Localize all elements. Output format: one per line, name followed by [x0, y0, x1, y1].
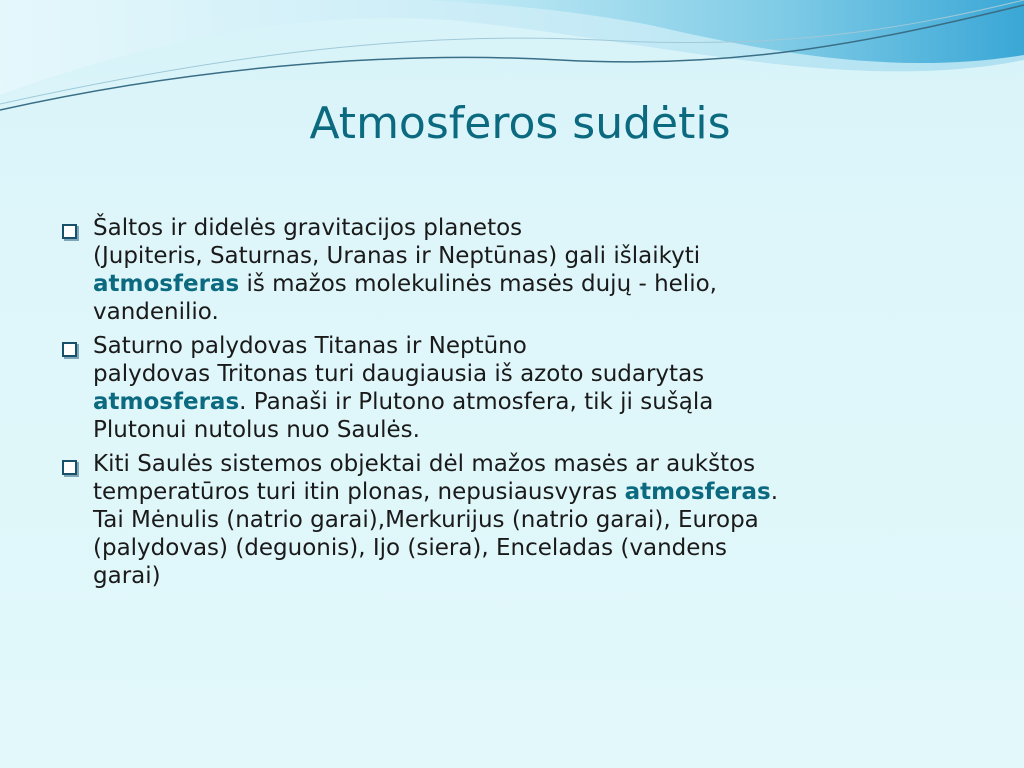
bullet-text-line: vandenilio. — [93, 299, 219, 325]
bullet-text-line: (Jupiteris, Saturnas, Uranas ir Neptūnas) gali išlaikyti — [93, 243, 701, 269]
slide-title: Atmosferos sudėtis — [309, 98, 731, 149]
bullet-text-line: Plutonui nutolus nuo Saulės. — [93, 417, 420, 443]
bullet-text-line: iš mažos molekulinės masės dujų - helio, — [239, 271, 717, 297]
highlight-term: atmosferas — [93, 389, 240, 415]
bullet-item-gas-giants — [62, 214, 962, 326]
bullet-list — [62, 214, 962, 596]
checkbox-square-icon — [62, 460, 77, 475]
checkbox-square-icon — [62, 342, 77, 357]
bullet-item-other-objects — [62, 450, 962, 590]
bullet-item-moons — [62, 332, 962, 444]
bullet-text-line: temperatūros turi itin plonas, nepusiausvyras — [93, 479, 625, 505]
bullet-text-line: Tai Mėnulis (natrio garai),Merkurijus (natrio garai), Europa — [93, 507, 759, 533]
bullet-text-line: Kiti Saulės sistemos objektai dėl mažos masės ar aukštos — [93, 451, 756, 477]
bullet-text-line: garai) — [93, 563, 161, 589]
bullet-text-line: palydovas Tritonas turi daugiausia iš azoto sudarytas — [93, 361, 705, 387]
bullet-text-line: Saturno palydovas Titanas ir Neptūno — [93, 333, 527, 359]
highlight-term: atmosferas — [624, 479, 771, 505]
checkbox-square-icon — [62, 224, 77, 239]
bullet-text-line: (palydovas) (deguonis), Ijo (siera), Enceladas (vandens — [93, 535, 727, 561]
highlight-term: atmosferas — [93, 271, 240, 297]
bullet-text-line: Šaltos ir didelės gravitacijos planetos — [93, 215, 523, 241]
bullet-text-line: . Panaši ir Plutono atmosfera, tik ji sušąla — [239, 389, 714, 415]
bullet-text-line: . — [770, 479, 779, 505]
